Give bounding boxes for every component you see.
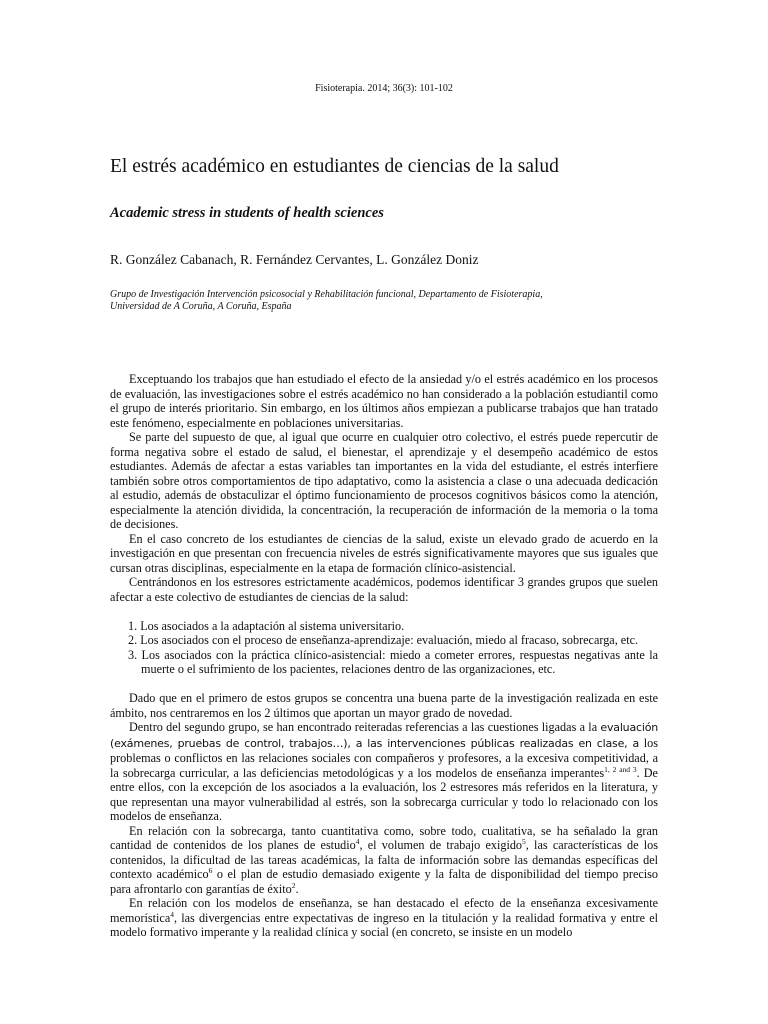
article-subtitle: Academic stress in students of health sciences	[110, 205, 384, 221]
stressor-list	[110, 619, 658, 677]
spacer	[110, 604, 658, 619]
text-run-alt-font: evaluación (exámenes, pruebas de control, trabajos…), a las intervenciones públicas realizadas en clase, a	[110, 721, 658, 750]
paragraph: Se parte del supuesto de que, al igual que ocurre en cualquier otro colectivo, el estrés puede repercutir de forma negativa sobre el estado de salud, el bienestar, el aprendizaje y el desempeño académico de estos estudiantes. Además de afectar a estas variables tan importantes en la vida del estudiante, el estrés interfiere también sobre otros comportamientos de tipo adaptativo, como la asistencia a clase o una adecuada dedicación al estudio, además de obstaculizar el óptimo funcionamiento de procesos cognitivos básicos como la atención, especialmente la atención dividida, la concentración, la recuperación de información de la memoria o la toma de decisiones.	[110, 430, 658, 531]
affiliation-line: Grupo de Investigación Intervención psicosocial y Rehabilitación funcional, Departamento de Fisioterapia,	[110, 289, 543, 300]
paragraph	[110, 720, 658, 824]
text-run: , las características de los contenidos, la dificultad de las tareas académicas, la falta de información sobre las demandas específicas del contexto académico	[110, 838, 659, 881]
citation-ref: 1, 2 and 3	[604, 764, 637, 774]
text-run: , el volumen de trabajo exigido	[359, 838, 523, 852]
article-body	[110, 372, 658, 940]
list-item: 2. Los asociados con el proceso de enseñanza-aprendizaje: evaluación, miedo al fracaso, sobrecarga, etc.	[128, 633, 639, 647]
journal-reference: Fisioterapia. 2014; 36(3): 101-102	[315, 83, 453, 94]
paragraph	[110, 824, 658, 897]
spacer	[110, 677, 658, 692]
citation-ref: 4	[355, 837, 360, 846]
text-run: .	[295, 881, 299, 896]
paragraph: Dado que en el primero de estos grupos se concentra una buena parte de la investigación realizada en este ámbito, nos centraremos en los 2 últimos que aportan un mayor grado de novedad.	[110, 691, 658, 720]
list-item: 1. Los asociados a la adaptación al sistema universitario.	[128, 618, 405, 633]
text-run: los problemas o conflictos en las relaciones sociales con compañeros y profesores, a la excesiva competitividad, a la sobrecarga curricular, a las deficiencias metodológicas y a los modelos de enseñanza imperantes	[110, 735, 658, 780]
author-list: R. González Cabanach, R. Fernández Cervantes, L. González Doniz	[110, 252, 479, 267]
citation-ref: 5	[522, 837, 526, 846]
text-run: Dentro del segundo grupo, se han encontrado reiteradas referencias a las cuestiones ligadas a la	[129, 720, 598, 734]
affiliation-line: Universidad de A Coruña, A Coruña, España	[110, 301, 292, 312]
paragraph: En el caso concreto de los estudiantes de ciencias de la salud, existe un elevado grado de acuerdo en la investigación en que presentan con frecuencia niveles de estrés significativamente mayores que sus iguales que cursan otras disciplinas, especialmente en la etapa de formación clínico-asistencial.	[110, 531, 658, 575]
text-run: , las divergencias entre expectativas de ingreso en la titulación y la realidad formativa y entre el modelo formativo imperante y la realidad clínica y social (en concreto, se insiste en un modelo	[110, 910, 658, 939]
affiliation	[110, 289, 630, 313]
text-run: o el plan de estudio demasiado exigente y la falta de disponibilidad del tiempo preciso para afrontarlo con garantías de éxito	[110, 867, 658, 896]
citation-ref: 4	[170, 909, 174, 919]
paragraph	[110, 896, 658, 940]
citation-ref: 2	[291, 880, 296, 890]
paragraph: Exceptuando los trabajos que han estudiado el efecto de la ansiedad y/o el estrés académico en los procesos de evaluación, las investigaciones sobre el estrés académico no han considerado a la población estudiantil como el grupo de interés prioritario. Sin embargo, en los últimos años empiezan a publicarse trabajos que han tratado este fenómeno, especialmente en poblaciones universitarias.	[110, 372, 658, 430]
article-title: El estrés académico en estudiantes de ciencias de la salud	[110, 156, 559, 177]
list-item: 3. Los asociados con la práctica clínico-asistencial: miedo a cometer errores, respuestas negativas ante la muerte o el sufrimiento de los pacientes, relaciones dentro de las organizaciones, etc.	[128, 647, 658, 676]
text-run: . De entre ellos, con la excepción de los asociados a la evaluación, los 2 estresores más referidos en la literatura, y que representan una mayor vulnerabilidad al estrés, son la sobrecarga curricular y todo lo relacionado con los modelos de enseñanza.	[110, 765, 658, 823]
paragraph: Centrándonos en los estresores estrictamente académicos, podemos identificar 3 grandes grupos que suelen afectar a este colectivo de estudiantes de ciencias de la salud:	[110, 575, 658, 604]
text-run: En relación con la sobrecarga, tanto cuantitativa como, sobre todo, cualitativa, se ha señalado la gran cantidad de contenidos de los planes de estudio	[110, 823, 658, 852]
text-run: En relación con los modelos de enseñanza, se han destacado el efecto de la enseñanza excesivamente memorística	[110, 896, 658, 925]
citation-ref: 6	[208, 866, 213, 875]
